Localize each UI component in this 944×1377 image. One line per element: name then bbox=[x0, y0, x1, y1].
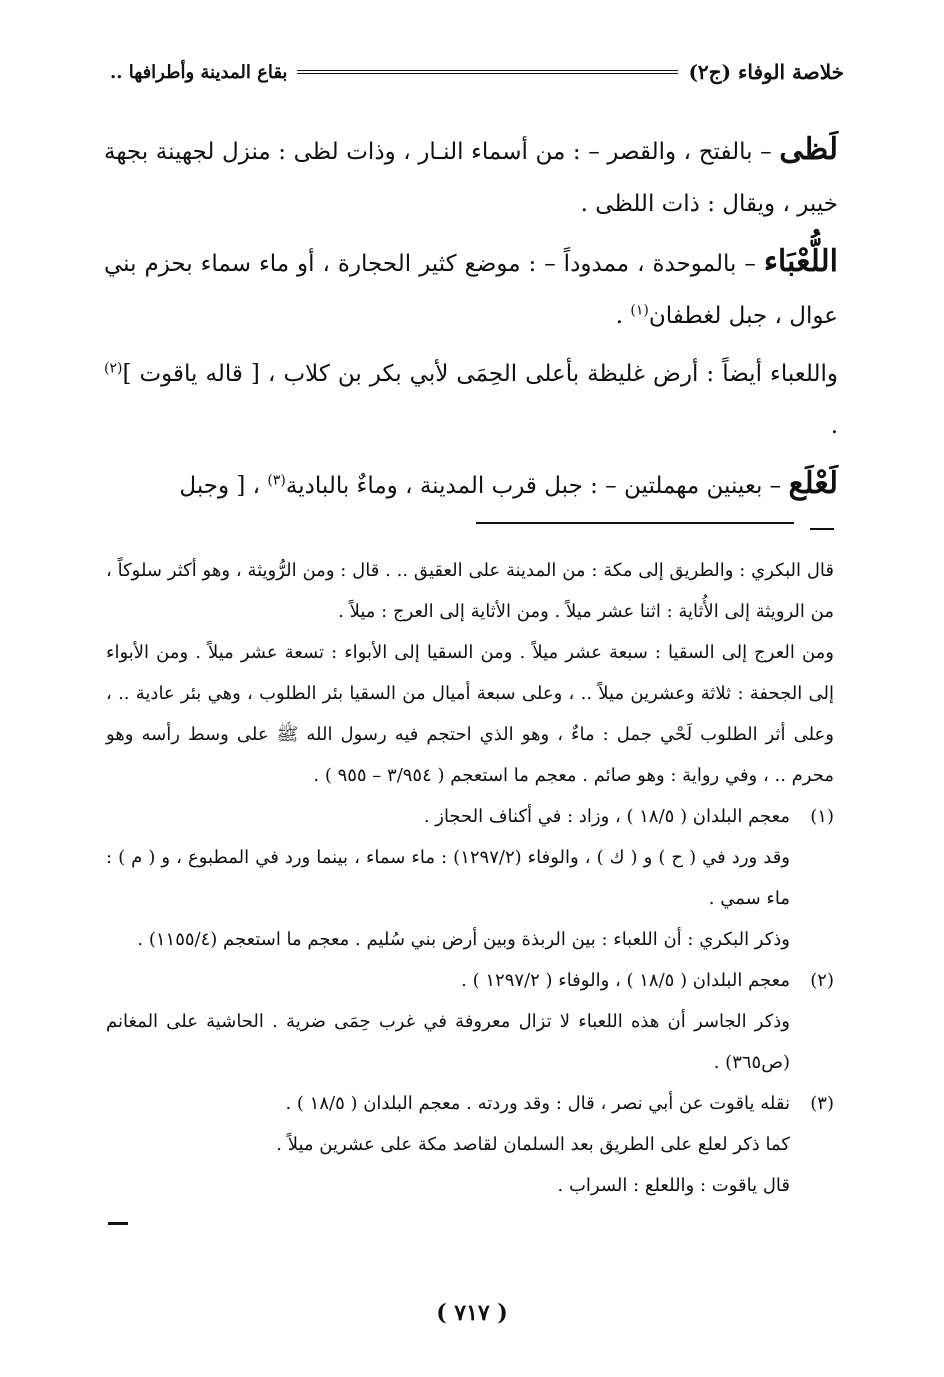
entry-text: – بالموحدة ، ممدوداً – : موضع كثير الحجارة ، أو ماء سماء بحزم بني عوال ، جبل لغطفان bbox=[104, 251, 838, 329]
entry-text: واللعباء أيضاً : أرض غليظة بأعلى الحِمَى لأبي بكر بن كلاب ، [ قاله ياقوت ] bbox=[122, 361, 838, 387]
footnote-separator bbox=[476, 522, 794, 524]
entry-luaba bbox=[104, 236, 838, 342]
footnote-continued-paragraph: قال البكري : والطريق إلى مكة : من المدينة على العقيق .. . قال : ومن الرُّويثة ، وهو أكثر سلوكاً ، من الرويثة إلى الأُثاية : اثنا عشر ميلاً . ومن الأثاية إلى العرج : ميلاً . bbox=[106, 560, 834, 622]
footnote-ref[interactable]: (١) bbox=[630, 302, 649, 319]
header-section-title: بقاع المدينة وأطرافها .. bbox=[110, 61, 288, 83]
entry-text: – بالفتح ، والقصر – : من أسماء النـار ، وذات لظى : منزل لجهينة بجهة خيبر ، ويقال : ذات اللظى . bbox=[104, 139, 838, 217]
continuation-mark bbox=[810, 528, 834, 530]
entry-tail: . bbox=[830, 413, 838, 439]
footnote-text: كما ذكر لعلع على الطريق بعد السلمان لقاصد مكة على عشرين ميلاً . bbox=[276, 1134, 790, 1155]
footnote-2 bbox=[106, 960, 834, 1001]
footnote-text: نقله ياقوت عن أبي نصر ، قال : وقد وردته . معجم البلدان ( ١٨/٥ ) . bbox=[285, 1093, 790, 1114]
footnote-text: معجم البلدان ( ١٨/٥ ) ، والوفاء ( ١٢٩٧/٢ ) . bbox=[461, 970, 790, 991]
footnote-ref[interactable]: (٢) bbox=[104, 360, 123, 377]
running-header bbox=[110, 52, 844, 92]
footnote-text: وذكر الجاسر أن هذه اللعباء لا تزال معروفة في غرب حِمَى ضرية . الحاشية على المغانم (ص٣٦٥) . bbox=[106, 1011, 790, 1073]
entry-laala bbox=[104, 458, 838, 512]
footnote-text: وذكر البكري : أن اللعباء : بين الربذة وبين أرض بني سُليم . معجم ما استعجم (١١٥٥/٤) . bbox=[137, 929, 790, 950]
footnote-text: قال ياقوت : واللعلع : السراب . bbox=[557, 1175, 790, 1196]
footnote-number: (٢) bbox=[810, 970, 834, 991]
footnote-number: (١) bbox=[810, 806, 834, 827]
footnote-number: (٣) bbox=[810, 1093, 834, 1114]
entry-tail: ، [ وجبل bbox=[179, 473, 268, 499]
footnote-text: معجم البلدان ( ١٨/٥ ) ، وزاد : في أكناف الحجاز . bbox=[423, 806, 790, 827]
header-rule bbox=[297, 70, 678, 74]
entry-tail: . bbox=[615, 303, 631, 329]
page-end-mark bbox=[108, 1222, 128, 1225]
page-number: ( ٧١٧ ) bbox=[436, 1300, 508, 1326]
main-text bbox=[104, 124, 838, 518]
footnote-text: وقد ورد في ( ح ) و ( ك ) ، والوفاء (١٢٩٧/٢) : ماء سماء ، بينما ورد في المطبوع ، و ( م ) : ماء سمي . bbox=[106, 847, 790, 909]
entry-text: – بعينين مهملتين – : جبل قرب المدينة ، وماءٌ بالبادية bbox=[285, 473, 789, 499]
entry-headword: لَظى bbox=[779, 132, 838, 167]
entry-headword: لَعْلَع bbox=[788, 466, 838, 501]
entry-headword: اللُّعْبَاء bbox=[763, 244, 838, 279]
footnote-continued-paragraph: ومن العرج إلى السقيا : سبعة عشر ميلاً . ومن السقيا إلى الأبواء : تسعة عشر ميلاً . ومن الأبواء إلى الجحفة : ثلاثة وعشرين ميلاً .. ، وعلى سبعة أميال من السقيا بئر الطلوب ، وهي بئر عادية .. ، وعلى أثر الطلوب لَحْي جمل : ماءٌ ، وهو الذي احتجم فيه رسول الله ﷺ على وسط رأسه وهو محرم .. ، وفي رواية : وهو صائم . معجم ما استعجم ( ٣/٩٥٤ – ٩٥٥ ) . bbox=[106, 642, 834, 786]
footnote-3 bbox=[106, 1083, 834, 1124]
footnotes bbox=[106, 550, 834, 1206]
footnote-1 bbox=[106, 796, 834, 837]
header-book-title: خلاصة الوفاء (ج٢) bbox=[688, 60, 844, 84]
entry-laza bbox=[104, 124, 838, 230]
footnote-ref[interactable]: (٣) bbox=[267, 472, 286, 489]
paragraph-luaba-also bbox=[104, 348, 838, 452]
